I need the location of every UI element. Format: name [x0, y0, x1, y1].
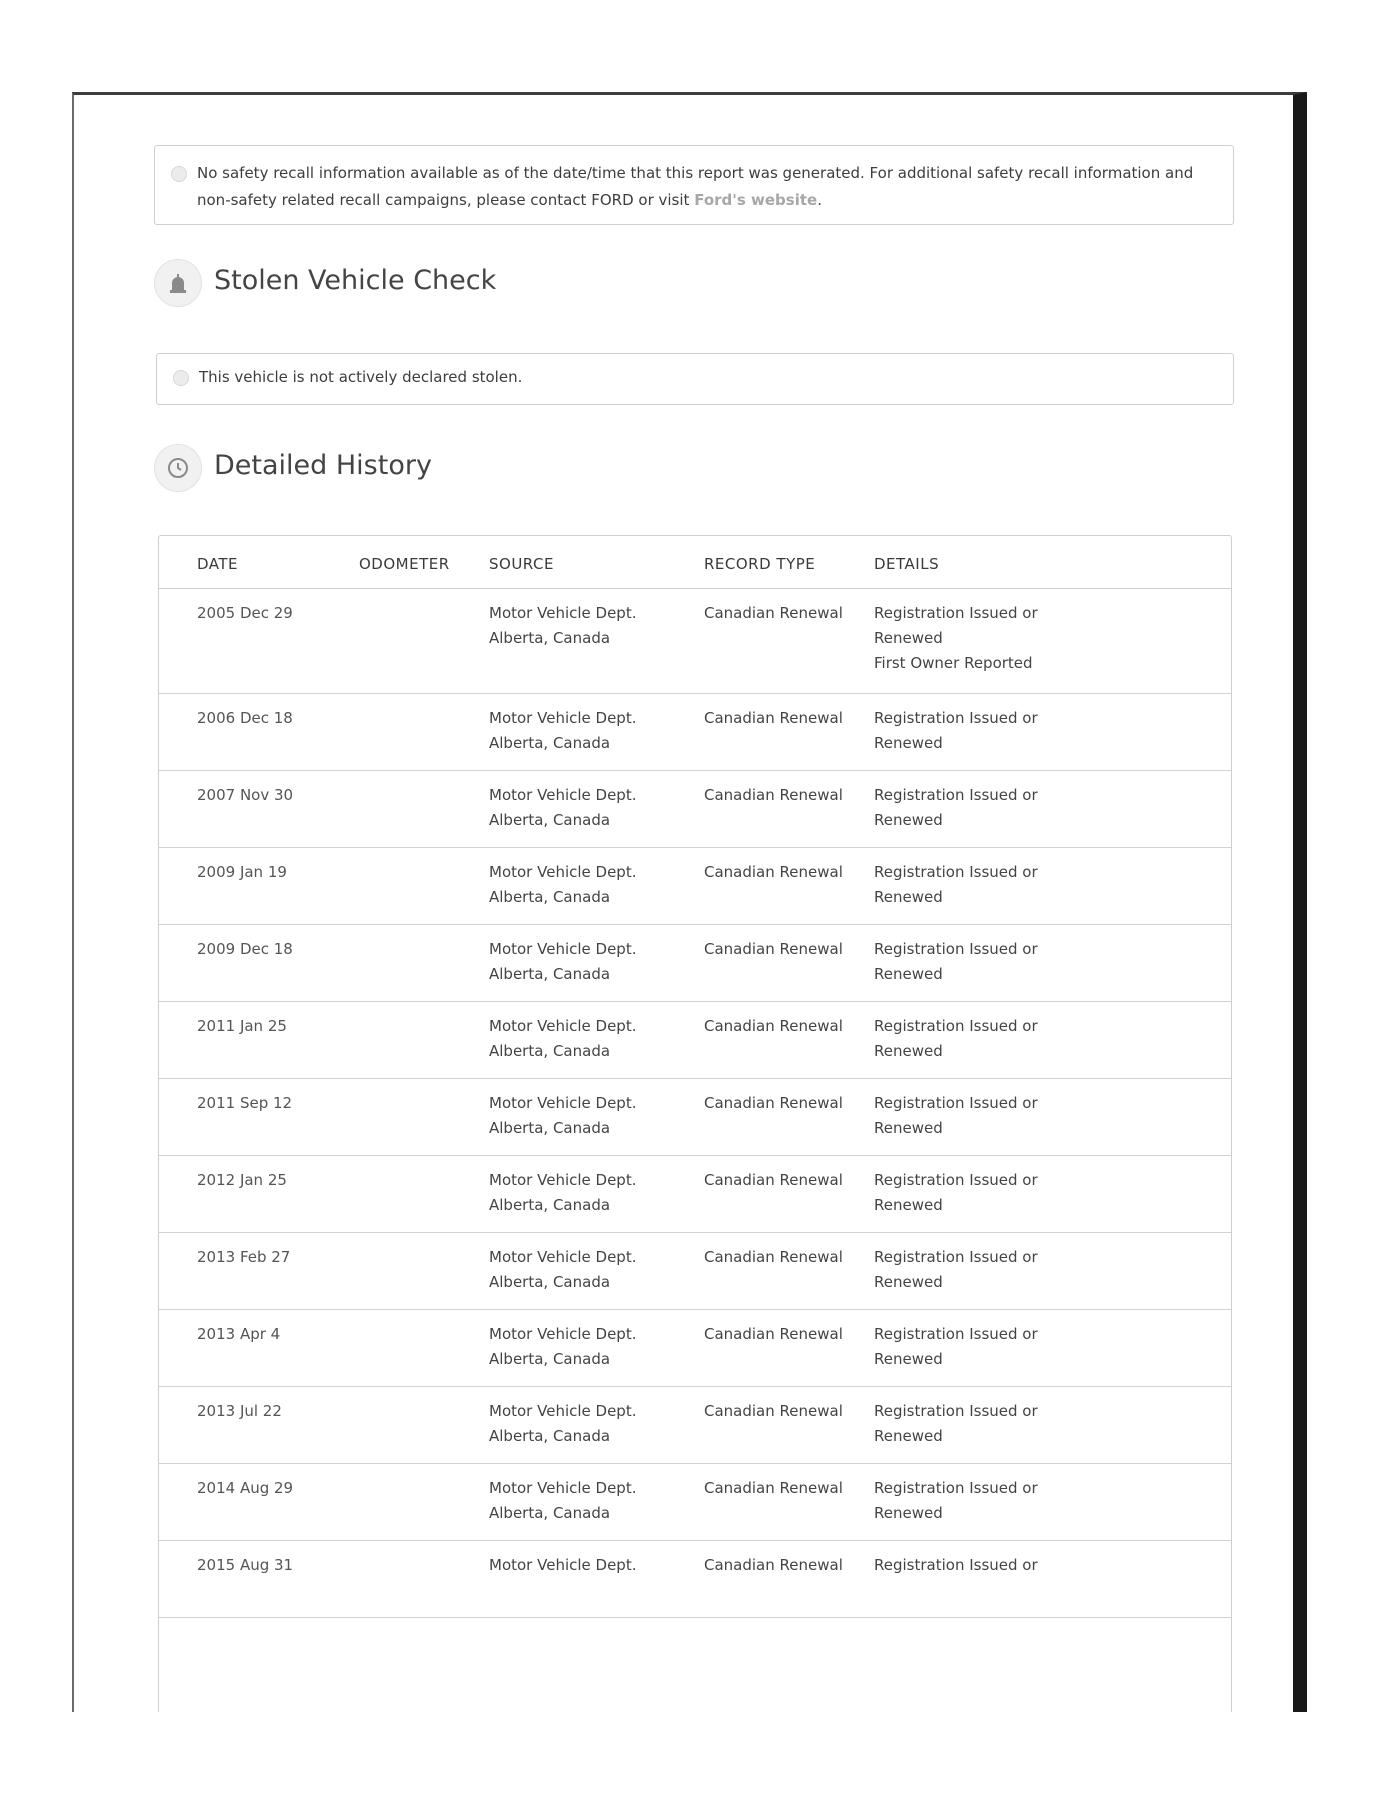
row-details-line1: Registration Issued or	[874, 1556, 1038, 1574]
row-date: 2013 Feb 27	[197, 1248, 291, 1266]
row-source-line2: Alberta, Canada	[489, 1119, 611, 1137]
row-source	[489, 1322, 636, 1372]
info-dot-icon	[171, 166, 187, 182]
row-date: 2011 Jan 25	[197, 1017, 287, 1035]
table-row	[159, 1541, 1231, 1618]
row-details	[874, 1322, 1074, 1372]
row-record-type: Canadian Renewal	[704, 1556, 843, 1574]
row-source-line2: Alberta, Canada	[489, 1504, 611, 1522]
row-date: 2006 Dec 18	[197, 709, 293, 727]
row-record-type: Canadian Renewal	[704, 604, 843, 622]
row-date: 2012 Jan 25	[197, 1171, 287, 1189]
row-source-line1: Motor Vehicle Dept.	[489, 1556, 637, 1574]
table-row	[159, 771, 1231, 848]
row-details	[874, 1014, 1074, 1064]
row-details-line1: Registration Issued or Renewed	[874, 1248, 1038, 1291]
row-source	[489, 1245, 636, 1295]
row-details	[874, 1476, 1074, 1526]
row-source-line2: Alberta, Canada	[489, 629, 611, 647]
row-source-line2: Alberta, Canada	[489, 1350, 611, 1368]
col-header-details: DETAILS	[874, 555, 940, 573]
row-details	[874, 860, 1074, 910]
row-date: 2009 Dec 18	[197, 940, 293, 958]
row-source	[489, 601, 636, 651]
siren-icon	[154, 259, 202, 307]
row-date: 2005 Dec 29	[197, 604, 293, 622]
row-source-line1: Motor Vehicle Dept.	[489, 786, 637, 804]
row-source	[489, 1399, 636, 1449]
row-details-line1: Registration Issued or Renewed	[874, 1325, 1038, 1368]
row-source	[489, 1091, 636, 1141]
stolen-status-box	[156, 353, 1234, 405]
row-details-line1: Registration Issued or Renewed	[874, 940, 1038, 983]
row-record-type: Canadian Renewal	[704, 1017, 843, 1035]
row-details	[874, 601, 1074, 676]
row-source	[489, 1014, 636, 1064]
row-source-line2: Alberta, Canada	[489, 1042, 611, 1060]
clock-icon	[154, 444, 202, 492]
row-source-line1: Motor Vehicle Dept.	[489, 1017, 637, 1035]
row-details	[874, 706, 1074, 756]
row-source-line2: Alberta, Canada	[489, 888, 611, 906]
row-source-line1: Motor Vehicle Dept.	[489, 1402, 637, 1420]
row-source-line1: Motor Vehicle Dept.	[489, 1094, 637, 1112]
row-source-line1: Motor Vehicle Dept.	[489, 604, 637, 622]
table-row	[159, 1079, 1231, 1156]
row-details	[874, 1245, 1074, 1295]
table-row	[159, 1233, 1231, 1310]
row-source-line2: Alberta, Canada	[489, 1196, 611, 1214]
recall-text-end: .	[817, 191, 822, 209]
recall-text: No safety recall information available as of the date/time that this report was generated. For additional safety recall information and non-safety related recall campaigns, please contact FORD or visit	[197, 164, 1194, 209]
row-record-type: Canadian Renewal	[704, 940, 843, 958]
row-source-line1: Motor Vehicle Dept.	[489, 709, 637, 727]
row-record-type: Canadian Renewal	[704, 1171, 843, 1189]
table-header	[159, 536, 1231, 589]
row-date: 2013 Apr 4	[197, 1325, 281, 1343]
row-details	[874, 783, 1074, 833]
row-record-type: Canadian Renewal	[704, 1325, 843, 1343]
row-source	[489, 1168, 636, 1218]
row-record-type: Canadian Renewal	[704, 786, 843, 804]
row-source-line2: Alberta, Canada	[489, 811, 611, 829]
table-row	[159, 1464, 1231, 1541]
row-details-line1: Registration Issued or Renewed	[874, 786, 1038, 829]
table-row	[159, 1156, 1231, 1233]
row-details-line1: Registration Issued or Renewed	[874, 1402, 1038, 1445]
col-header-record-type: RECORD TYPE	[704, 555, 816, 573]
row-date: 2007 Nov 30	[197, 786, 294, 804]
row-details	[874, 1091, 1074, 1141]
row-source	[489, 706, 636, 756]
row-source	[489, 937, 636, 987]
row-date: 2011 Sep 12	[197, 1094, 293, 1112]
row-details-line1: Registration Issued or Renewed	[874, 1017, 1038, 1060]
row-details-line1: Registration Issued or Renewed	[874, 1094, 1038, 1137]
row-record-type: Canadian Renewal	[704, 1402, 843, 1420]
table-row	[159, 925, 1231, 1002]
row-source	[489, 860, 636, 910]
table-row	[159, 1002, 1231, 1079]
report-page	[72, 92, 1307, 1712]
col-header-source: SOURCE	[489, 555, 554, 573]
row-record-type: Canadian Renewal	[704, 1094, 843, 1112]
row-details-line1: Registration Issued or Renewed	[874, 1171, 1038, 1214]
col-header-date: DATE	[197, 555, 239, 573]
row-record-type: Canadian Renewal	[704, 863, 843, 881]
stolen-section-title: Stolen Vehicle Check	[214, 265, 497, 296]
row-source	[489, 1476, 636, 1526]
row-details-line1: Registration Issued or Renewed	[874, 604, 1038, 647]
row-details-line1: Registration Issued or Renewed	[874, 863, 1038, 906]
row-details	[874, 1553, 1074, 1578]
row-record-type: Canadian Renewal	[704, 709, 843, 727]
table-body	[159, 589, 1231, 1618]
row-record-type: Canadian Renewal	[704, 1479, 843, 1497]
row-source-line2: Alberta, Canada	[489, 965, 611, 983]
row-source	[489, 783, 636, 833]
history-section-title: Detailed History	[214, 450, 432, 481]
table-row	[159, 589, 1231, 694]
col-header-odometer: ODOMETER	[359, 555, 450, 573]
row-source-line2: Alberta, Canada	[489, 1427, 611, 1445]
row-source-line1: Motor Vehicle Dept.	[489, 1479, 637, 1497]
row-details	[874, 937, 1074, 987]
ford-website-link[interactable]: Ford's website	[694, 191, 818, 209]
row-record-type: Canadian Renewal	[704, 1248, 843, 1266]
row-source-line1: Motor Vehicle Dept.	[489, 1325, 637, 1343]
table-row	[159, 1310, 1231, 1387]
row-details	[874, 1168, 1074, 1218]
info-dot-icon	[173, 370, 189, 386]
row-source-line1: Motor Vehicle Dept.	[489, 1248, 637, 1266]
row-source-line1: Motor Vehicle Dept.	[489, 940, 637, 958]
row-source-line1: Motor Vehicle Dept.	[489, 863, 637, 881]
row-source	[489, 1553, 636, 1578]
row-date: 2013 Jul 22	[197, 1402, 282, 1420]
row-details-line1: Registration Issued or Renewed	[874, 1479, 1038, 1522]
row-details-line2: First Owner Reported	[874, 654, 1033, 672]
recall-notice	[154, 145, 1234, 225]
row-date: 2009 Jan 19	[197, 863, 287, 881]
table-row	[159, 848, 1231, 925]
row-source-line2: Alberta, Canada	[489, 734, 611, 752]
row-details	[874, 1399, 1074, 1449]
row-source-line2: Alberta, Canada	[489, 1273, 611, 1291]
row-date: 2014 Aug 29	[197, 1479, 294, 1497]
stolen-message: This vehicle is not actively declared stolen.	[199, 368, 523, 386]
table-row	[159, 694, 1231, 771]
history-table	[158, 535, 1232, 1712]
row-source-line1: Motor Vehicle Dept.	[489, 1171, 637, 1189]
row-details-line1: Registration Issued or Renewed	[874, 709, 1038, 752]
table-row	[159, 1387, 1231, 1464]
row-date: 2015 Aug 31	[197, 1556, 294, 1574]
